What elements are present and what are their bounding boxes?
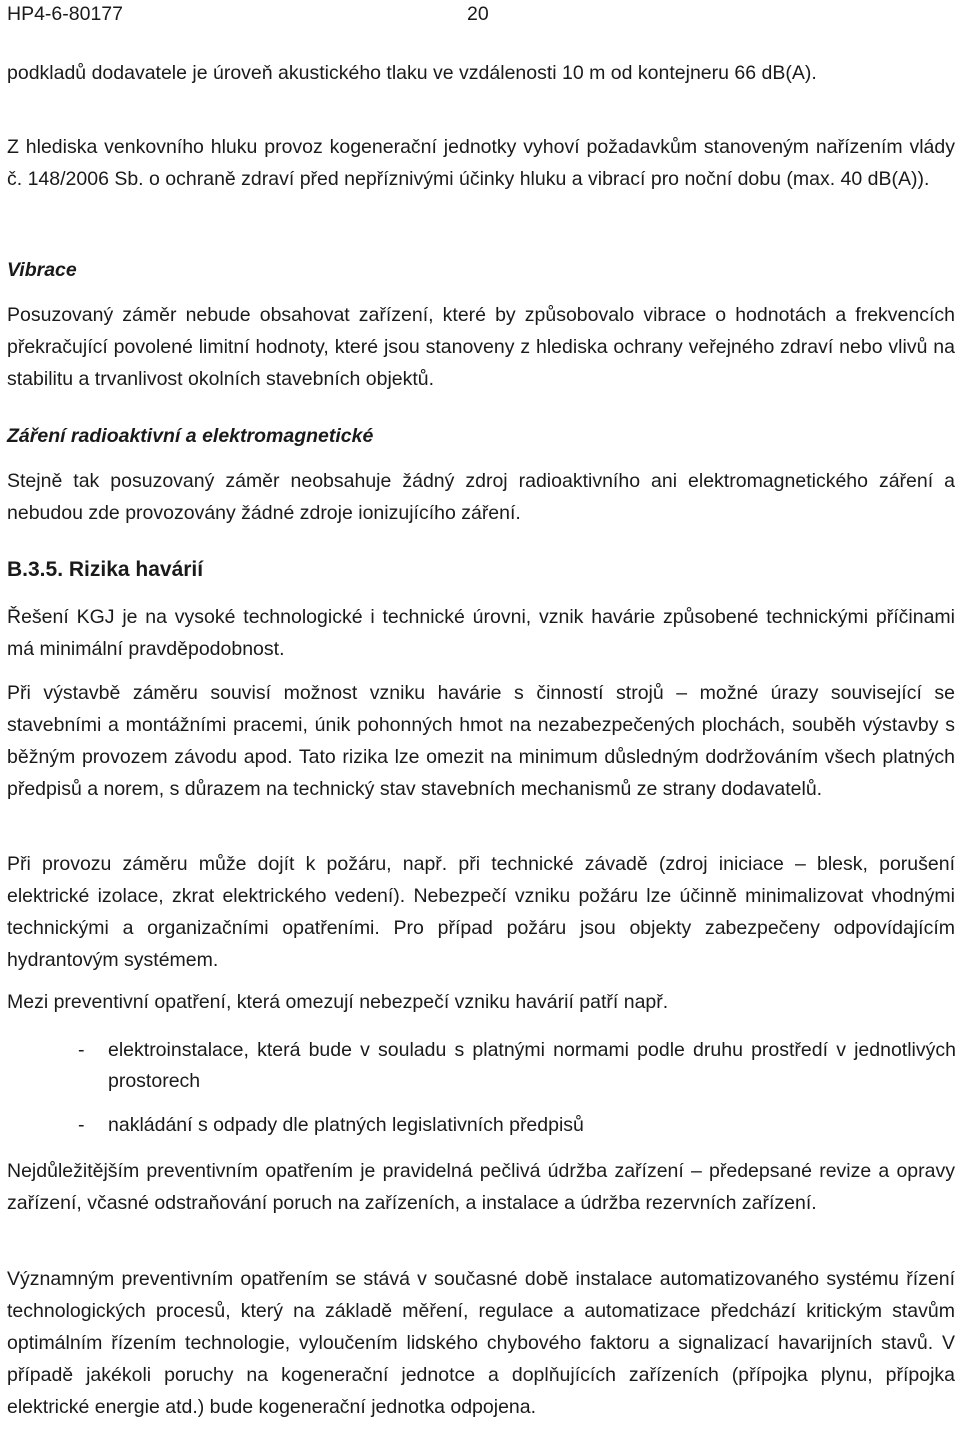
paragraph-reseni-kgj: Řešení KGJ je na vysoké technologické i technické úrovni, vznik havárie způsobené technickými příčinami má minimální pravděpodobnost. xyxy=(7,606,955,660)
paragraph-noise-level: podkladů dodavatele je úroveň akustického tlaku ve vzdálenosti 10 m od kontejneru 66 dB(A). xyxy=(7,62,817,84)
paragraph-outdoor-noise: Z hlediska venkovního hluku provoz kogenerační jednotky vyhoví požadavkům stanoveným nařízením vlády č. 148/2006 Sb. o ochraně zdraví před nepříznivými účinky hluku a vibrací pro noční dobu (max. 40 dB(A)). xyxy=(7,136,955,190)
paragraph-vystavba: Při výstavbě záměru souvisí možnost vzniku havárie s činností strojů – možné úrazy související se stavebními a montážními pracemi, únik pohonných hmot na nezabezpečených plochách, souběh výstavby s běžným provozem závodu apod. Tato rizika lze omezit na minimum důsledným dodržováním všech platných předpisů a norem, s důrazem na technický stav stavebních mechanismů ze strany dodavatelů. xyxy=(7,682,955,800)
heading-rizika-havarii: B.3.5. Rizika havárií xyxy=(7,558,204,581)
list-item xyxy=(7,1110,955,1141)
heading-vibrace: Vibrace xyxy=(7,259,77,281)
document-code: HP4-6-80177 xyxy=(7,3,123,25)
paragraph-automatizace: Významným preventivním opatřením se stává v současné době instalace automatizovaného systému řízení technologických procesů, který na základě měření, regulace a automatizace předchází kritickým stavům optimálním řízením technologie, vyloučením lidského chybového faktoru a signalizací havarijních stavů. V případě jakékoli poruchy na kogenerační jednotce a doplňujících zařízeních (přípojka plynu, přípojka elektrické energie atd.) bude kogenerační jednotka odpojena. xyxy=(7,1268,955,1418)
page-header xyxy=(7,1,955,27)
list-item-text: nakládání s odpady dle platných legislativních předpisů xyxy=(108,1114,584,1136)
list-dash: - xyxy=(78,1114,85,1136)
paragraph-preventivni-opatreni: Mezi preventivní opatření, která omezují nebezpečí vzniku havárií patří např. xyxy=(7,991,669,1013)
list-item-text: elektroinstalace, která bude v souladu s platnými normami podle druhu prostředí v jednotlivých prostorech xyxy=(108,1039,956,1092)
paragraph-pozar: Při provozu záměru může dojít k požáru, např. při technické závadě (zdroj iniciace – blesk, porušení elektrické izolace, zkrat elektrického vedení). Nebezpečí vzniku požáru lze účinně minimalizovat vhodnými technickými a organizačními opatřeními. Pro případ požáru jsou objekty zabezpečeny odpovídajícím hydrantovým systémem. xyxy=(7,853,955,971)
list-item xyxy=(7,1035,955,1097)
heading-zareni: Záření radioaktivní a elektromagnetické xyxy=(7,425,374,447)
page-number: 20 xyxy=(467,3,489,25)
paragraph-udrzba: Nejdůležitějším preventivním opatřením je pravidelná pečlivá údržba zařízení – předepsané revize a opravy zařízení, včasné odstraňování poruch na zařízeních, a instalace a údržba rezervních zařízení. xyxy=(7,1160,955,1214)
paragraph-vibrace: Posuzovaný záměr nebude obsahovat zařízení, které by způsobovalo vibrace o hodnotách a frekvencích překračující povolené limitní hodnoty, které jsou stanoveny z hlediska ochrany veřejného zdraví nebo vlivů na stabilitu a trvanlivost okolních stavebních objektů. xyxy=(7,304,955,390)
paragraph-zareni: Stejně tak posuzovaný záměr neobsahuje žádný zdroj radioaktivního ani elektromagnetického záření a nebudou zde provozovány žádné zdroje ionizujícího záření. xyxy=(7,470,955,524)
list-dash: - xyxy=(78,1039,85,1061)
